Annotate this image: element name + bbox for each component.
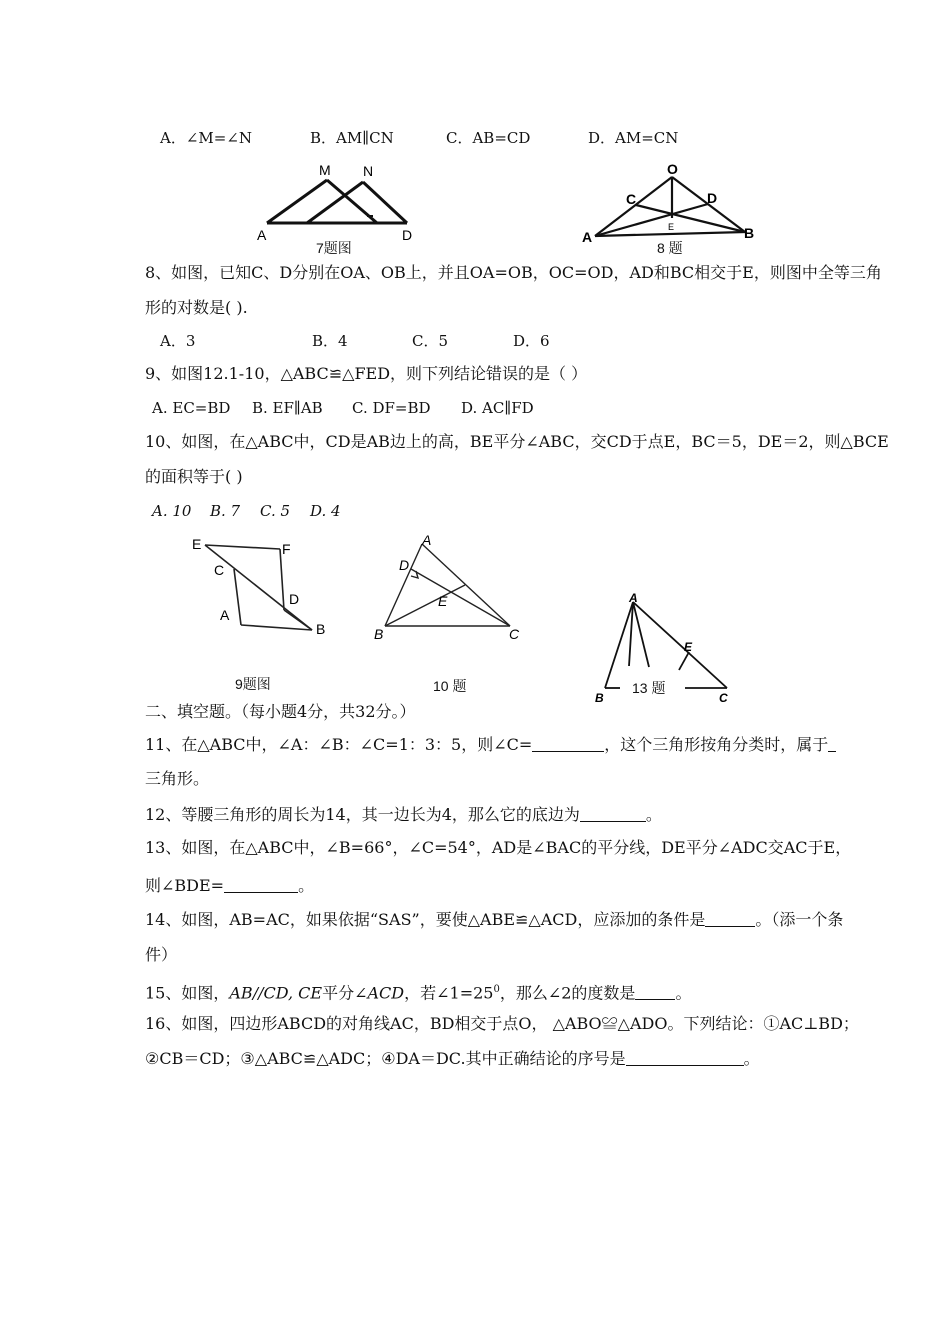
q16-line-1: 16、如图，四边形ABCD的对角线AC，BD相交于点O， △ABO≌△ADO。下列结论：①AC⊥BD；	[145, 1014, 859, 1033]
q7-option-b: B．AM∥CN	[310, 129, 394, 147]
q11-blank-2[interactable]	[828, 735, 836, 752]
fig9-caption: 9题图	[235, 676, 271, 692]
q8-option-d: D．6	[513, 332, 550, 350]
section-2-heading: 二、填空题。（每小题4分，共32分。）	[145, 702, 416, 721]
q15-text-d: ACD	[367, 983, 405, 1003]
q11-line-2: 三角形。	[145, 769, 210, 788]
q15-text	[145, 980, 691, 1003]
fig9-label-a: A	[220, 607, 230, 623]
q8-option-a: A．3	[160, 332, 196, 350]
q16-line-2	[145, 1049, 760, 1069]
fig13-label-a: A	[629, 591, 638, 605]
q10-line-2: 的面积等于( )	[145, 467, 243, 486]
q9-text: 9、如图12.1-10，△ABC≌△FED，则下列结论错误的是（ ）	[145, 364, 588, 383]
q15-text-b: AB//CD, CE	[229, 983, 323, 1003]
fig10-label-d: D	[399, 557, 410, 573]
fig10-label-b: B	[374, 626, 384, 642]
fig9-label-f: F	[282, 541, 291, 557]
fig8-label-d: D	[707, 190, 718, 206]
fig8-label-o: O	[667, 161, 678, 177]
q14-blank[interactable]	[705, 910, 755, 927]
q12-blank[interactable]	[580, 805, 646, 822]
q9-option-c: C. DF=BD	[352, 399, 431, 417]
q15-text-a: 15、如图，	[145, 983, 230, 1003]
q10-option-d: D. 4	[310, 502, 341, 520]
fig9-label-e: E	[192, 536, 202, 552]
q11-line-1	[145, 735, 836, 755]
q15-text-e: ，若∠1=25	[404, 983, 494, 1003]
q15-text-g: 。	[675, 983, 692, 1003]
q16-text-b: 。	[743, 1049, 760, 1068]
q9-option-d: D. AC∥FD	[461, 399, 534, 417]
q8-line-2: 形的对数是( ).	[145, 298, 248, 317]
q11-blank-1[interactable]	[532, 735, 604, 752]
fig7-label-a: A	[257, 227, 267, 243]
q12-text-a: 12、等腰三角形的周长为14，其一边长为4，那么它的底边为	[145, 805, 580, 824]
fig7-caption: 7题图	[316, 240, 352, 256]
fig8-caption: 8 题	[657, 240, 683, 256]
q14-text-b: 。（添一个条	[755, 910, 844, 929]
q13-blank[interactable]	[224, 876, 298, 893]
q14-line-2: 件）	[145, 945, 178, 964]
q14-line-1	[145, 910, 843, 930]
q7-option-a: A．∠M=∠N	[160, 129, 253, 147]
q7-option-d: D．AM=CN	[588, 129, 679, 147]
fig8-label-b: B	[744, 225, 755, 241]
fig13-caption: 13 题	[632, 680, 666, 696]
q13-line-2	[145, 876, 314, 896]
q14-text-a: 14、如图，AB=AC，如果依据“SAS”，要使△ABE≌△ACD，应添加的条件是	[145, 910, 706, 929]
fig10-label-a: A	[422, 532, 432, 548]
fig7-label-m: M	[319, 162, 331, 178]
fig7-label-d: D	[402, 227, 413, 243]
q8-option-b: B．4	[312, 332, 348, 350]
q13-text-b: 。	[298, 876, 315, 895]
q11-text-b: ，这个三角形按角分类时，属于	[604, 735, 829, 754]
fig8-label-c: C	[626, 191, 637, 207]
figure-10	[365, 532, 535, 651]
q8-option-c: C．5	[412, 332, 449, 350]
fig9-label-b: B	[316, 621, 326, 637]
q7-option-c: C．AB=CD	[446, 129, 531, 147]
fig10-label-c: C	[509, 626, 520, 642]
fig8-label-a: A	[582, 229, 593, 245]
fig13-label-e: E	[684, 640, 693, 654]
fig10-label-e: E	[438, 593, 448, 609]
q10-option-a: A. 10	[152, 502, 192, 520]
q9-option-a: A. EC=BD	[152, 399, 231, 417]
q12-text	[145, 805, 662, 825]
fig13-label-b: B	[595, 691, 604, 705]
q15-text-f: ，那么∠2的度数是	[499, 983, 636, 1003]
fig8-label-e: E	[668, 222, 675, 232]
q8-line-1: 8、如图，已知C、D分别在OA、OB上，并且OA=OB，OC=OD，AD和BC相交于E，则图中全等三角	[145, 263, 882, 282]
q13-line-1: 13、如图，在△ABC中，∠B=66°，∠C=54°，AD是∠BAC的平分线，DE平分∠ADC交AC于E，	[145, 838, 852, 857]
q13-text-a: 则∠BDE=	[145, 876, 225, 895]
q16-text-a: ②CB＝CD；③△ABC≌△ADC；④DA＝DC.其中正确结论的序号是	[145, 1049, 626, 1068]
q15-text-c: 平分∠	[322, 983, 368, 1003]
fig10-caption: 10 题	[433, 678, 467, 694]
q10-line-1: 10、如图，在△ABC中，CD是AB边上的高，BE平分∠ABC，交CD于点E，BC＝5，DE＝2，则△BCE	[145, 432, 889, 451]
fig9-label-c: C	[214, 562, 225, 578]
fig9-label-d: D	[289, 591, 300, 607]
q16-blank[interactable]	[626, 1049, 744, 1066]
q12-text-b: 。	[645, 805, 662, 824]
figure-9	[185, 532, 345, 646]
fig13-label-c: C	[719, 691, 728, 705]
q9-option-b: B. EF∥AB	[252, 399, 323, 417]
q15-blank[interactable]	[635, 983, 675, 1000]
fig7-label-n: N	[363, 163, 374, 179]
q15-degree-sup: 0	[493, 984, 500, 995]
q10-option-b: B. 7	[210, 502, 241, 520]
q10-option-c: C. 5	[260, 502, 291, 520]
q11-text-a: 11、在△ABC中，∠A：∠B：∠C=1：3：5，则∠C=	[145, 735, 533, 754]
